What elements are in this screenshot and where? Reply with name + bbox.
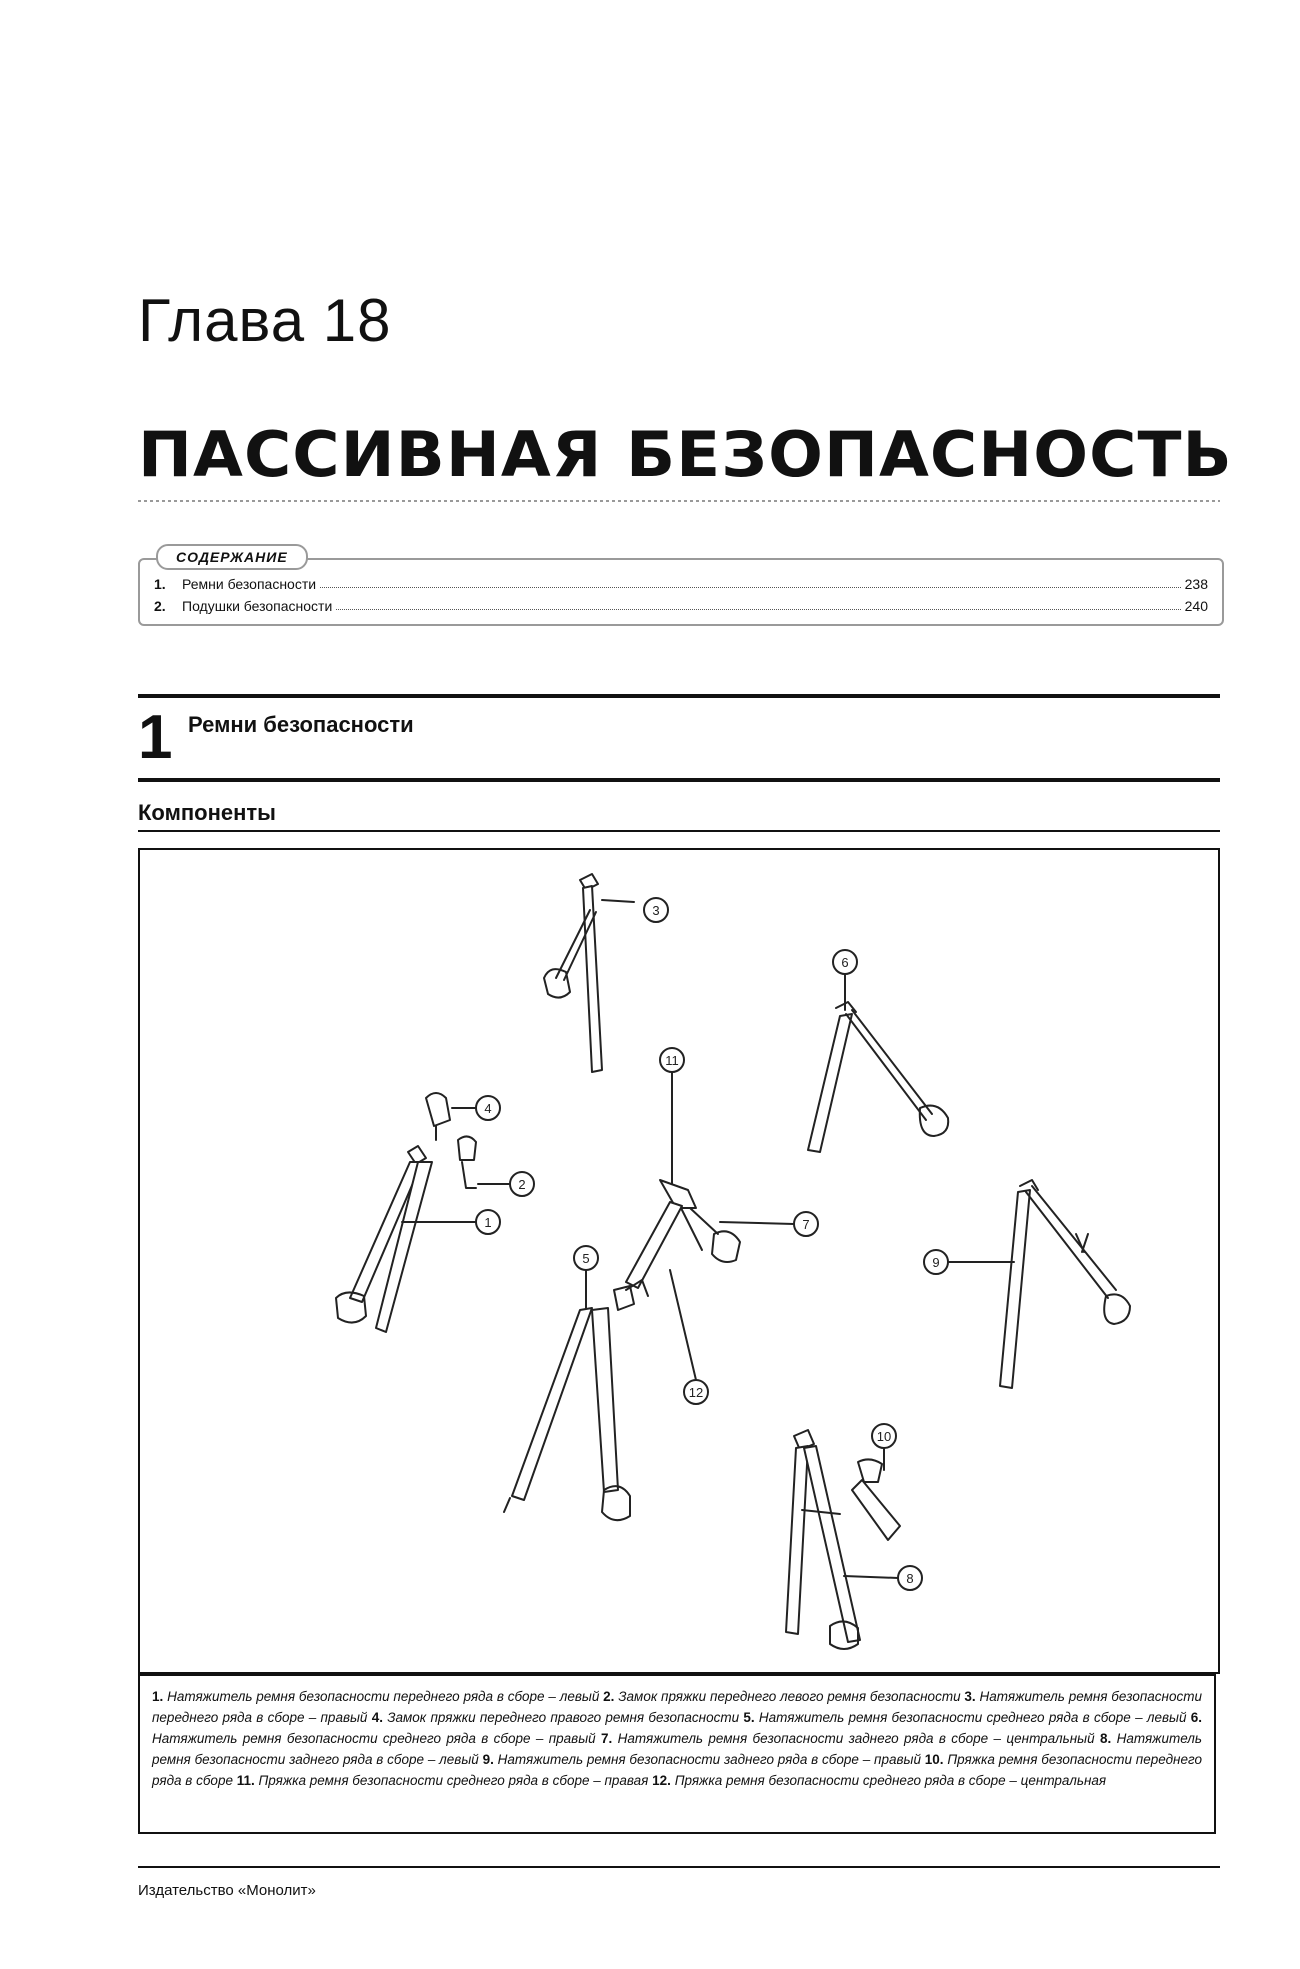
- caption-item-text: Натяжитель ремня безопасности заднего ряда в сборе – правый: [497, 1752, 925, 1767]
- toc-item[interactable]: [154, 594, 1208, 614]
- caption-item-text: Пряжка ремня безопасности среднего ряда в сборе – правая: [258, 1773, 653, 1788]
- caption-item-text: Натяжитель ремня безопасности переднего ряда в сборе – правый: [152, 1689, 1202, 1725]
- callout-3: [644, 898, 668, 922]
- callout-12: [684, 1380, 708, 1404]
- table-of-contents: [138, 549, 1224, 626]
- svg-text:12: 12: [688, 1385, 704, 1400]
- svg-text:11: 11: [665, 1053, 679, 1068]
- callout-6: [833, 950, 857, 974]
- toc-heading: СОДЕРЖАНИЕ: [156, 544, 308, 570]
- callout-10: [872, 1424, 896, 1448]
- toc-leader-dots: [320, 587, 1181, 588]
- caption-item-text: Натяжитель ремня безопасности среднего ряда в сборе – левый: [758, 1710, 1191, 1725]
- svg-text:9: 9: [932, 1255, 940, 1270]
- toc-item[interactable]: [154, 572, 1208, 592]
- svg-text:8: 8: [906, 1571, 914, 1586]
- caption-item-text: Пряжка ремня безопасности среднего ряда в сборе – центральная: [674, 1773, 1107, 1788]
- callout-7: [794, 1212, 818, 1236]
- svg-text:6: 6: [841, 955, 849, 970]
- page-title: ПАССИВНАЯ БЕЗОПАСНОСТЬ: [138, 418, 1233, 491]
- caption-item-number: 3.: [964, 1689, 980, 1704]
- svg-text:5: 5: [582, 1251, 590, 1266]
- callout-8: [898, 1566, 922, 1590]
- caption-item-text: Натяжитель ремня безопасности заднего ряда в сборе – левый: [152, 1731, 1202, 1767]
- caption-item-text: Пряжка ремня безопасности переднего ряда в сборе: [152, 1752, 1202, 1788]
- caption-item-number: 5.: [743, 1710, 759, 1725]
- caption-item-number: 7.: [601, 1731, 618, 1746]
- callout-9: [924, 1250, 948, 1274]
- caption-item-text: Замок пряжки переднего правого ремня безопасности: [387, 1710, 744, 1725]
- callout-5: [574, 1246, 598, 1270]
- callout-1: [476, 1210, 500, 1234]
- caption-item-number: 2.: [603, 1689, 619, 1704]
- toc-item-page: 240: [1184, 598, 1208, 614]
- svg-text:4: 4: [484, 1101, 492, 1116]
- section-rule-top: [138, 694, 1220, 698]
- toc-item-number: 1.: [154, 576, 166, 592]
- caption-item-number: 1.: [152, 1689, 168, 1704]
- chapter-label: Глава 18: [138, 287, 392, 354]
- svg-text:10: 10: [876, 1429, 892, 1444]
- svg-text:7: 7: [802, 1217, 810, 1232]
- caption-item-number: 6.: [1190, 1710, 1202, 1725]
- callout-11: [660, 1048, 684, 1072]
- section-rule-bottom: [138, 778, 1220, 782]
- toc-leader-dots: [336, 609, 1180, 610]
- toc-item-page: 238: [1184, 576, 1208, 592]
- subsection-rule: [138, 830, 1220, 832]
- caption-item-number: 4.: [371, 1710, 388, 1725]
- section-title: Ремни безопасности: [188, 712, 414, 737]
- caption-item-text: Натяжитель ремня безопасности среднего ряда в сборе – правый: [152, 1731, 602, 1746]
- svg-text:1: 1: [484, 1215, 492, 1230]
- toc-item-label: Подушки безопасности: [182, 598, 333, 614]
- caption-item-number: 9.: [482, 1752, 498, 1767]
- callout-labels: [140, 850, 1218, 1672]
- figure-caption: [138, 1674, 1216, 1834]
- title-divider: [138, 500, 1220, 502]
- caption-item-text: Замок пряжки переднего левого ремня безопасности: [618, 1689, 965, 1704]
- section-number: 1: [138, 703, 173, 772]
- publisher-footer: Издательство «Монолит»: [138, 1882, 316, 1899]
- callout-4: [476, 1096, 500, 1120]
- caption-item-text: Натяжитель ремня безопасности переднего ряда в сборе – левый: [167, 1689, 604, 1704]
- caption-item-number: 10.: [924, 1752, 948, 1767]
- footer-rule: [138, 1866, 1220, 1868]
- caption-item-number: 12.: [652, 1773, 675, 1788]
- toc-item-label: Ремни безопасности: [182, 576, 317, 592]
- caption-item-number: 11.: [236, 1773, 259, 1788]
- caption-item-number: 8.: [1099, 1731, 1117, 1746]
- svg-text:3: 3: [652, 903, 660, 918]
- callout-2: [510, 1172, 534, 1196]
- svg-text:2: 2: [518, 1177, 526, 1192]
- subsection-title: Компоненты: [138, 800, 276, 825]
- caption-item-text: Натяжитель ремня безопасности заднего ряда в сборе – центральный: [617, 1731, 1100, 1746]
- components-figure: [138, 848, 1220, 1674]
- toc-item-number: 2.: [154, 598, 166, 614]
